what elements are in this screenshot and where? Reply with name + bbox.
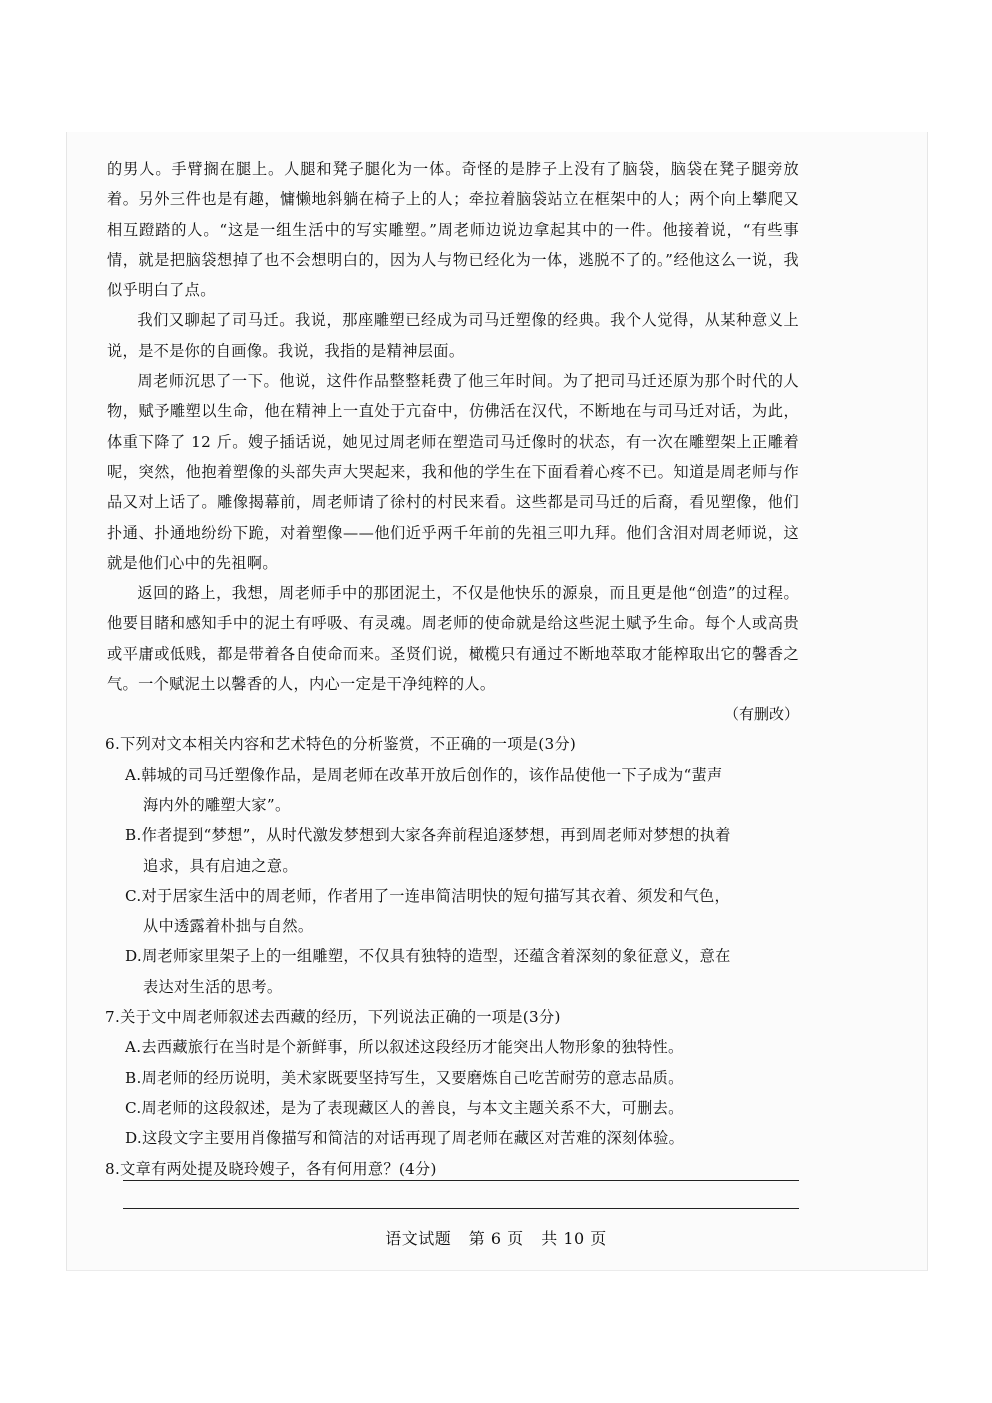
option-line: D.周老师家里架子上的一组雕塑，不仅具有独特的造型，还蕴含着深刻的象征意义，意在 — [125, 947, 731, 966]
question-7-option-b: B.周老师的经历说明，美术家既要坚持写生，又要磨炼自己吃苦耐劳的意志品质。 — [125, 1068, 684, 1087]
question-7-option-a: A.去西藏旅行在当时是个新鲜事，所以叙述这段经历才能突出人物形象的独特性。 — [125, 1038, 684, 1057]
question-6-stem: 6.下列对文本相关内容和艺术特色的分析鉴赏，不正确的一项是(3分) — [105, 735, 577, 754]
answer-line-1[interactable] — [123, 1180, 799, 1181]
footer-total-pages: 共 10 页 — [541, 1229, 607, 1248]
option-line: B.作者提到“梦想”，从时代激发梦想到大家各奔前程追逐梦想，再到周老师对梦想的执着 — [125, 826, 731, 845]
question-8-stem: 8.文章有两处提及晓玲嫂子，各有何用意？(4分) — [105, 1159, 437, 1178]
page-footer — [0, 1226, 992, 1249]
passage-paragraph-1: 的男人。手臂搁在腿上。人腿和凳子腿化为一体。奇怪的是脖子上没有了脑袋，脑袋在凳子腿旁放着。另外三件也是有趣，慵懒地斜躺在椅子上的人；牵拉着脑袋站立在框架中的人；两个向上攀爬又相互蹬踏的人。“这是一组生活中的写实雕塑。”周老师边说边拿起其中的一件。他接着说，“有些事情，就是把脑袋想掉了也不会想明白的，因为人与物已经化为一体，逃脱不了的。”经他这么一说，我似乎明白了点。 — [107, 160, 799, 300]
answer-line-2[interactable] — [123, 1208, 799, 1209]
question-7-stem: 7.关于文中周老师叙述去西藏的经历，下列说法正确的一项是(3分) — [105, 1008, 561, 1027]
footer-page-number: 第 6 页 — [468, 1229, 524, 1248]
question-7-option-d: D.这段文字主要用肖像描写和简洁的对话再现了周老师在藏区对苦难的深刻体验。 — [125, 1129, 685, 1148]
footer-subject: 语文试题 — [385, 1229, 452, 1248]
option-line: 表达对生活的思考。 — [143, 977, 283, 996]
question-6-option-a — [107, 760, 799, 821]
question-7-option-c: C.周老师的这段叙述，是为了表现藏区人的善良，与本文主题关系不大，可删去。 — [125, 1098, 684, 1117]
question-6-option-d — [107, 941, 799, 1002]
option-line: A.韩城的司马迁塑像作品，是周老师在改革开放后创作的，该作品使他一下子成为“蜚声 — [125, 765, 723, 784]
page-content — [107, 154, 799, 1184]
option-line: C.对于居家生活中的周老师，作者用了一连串简洁明快的短句描写其衣着、须发和气色， — [125, 886, 731, 905]
passage-paragraph-2: 我们又聊起了司马迁。我说，那座雕塑已经成为司马迁塑像的经典。我个人觉得，从某种意义上说，是不是你的自画像。我说，我指的是精神层面。 — [107, 311, 799, 360]
question-6-option-b — [107, 820, 799, 881]
option-line: 从中透露着朴拙与自然。 — [143, 917, 314, 936]
passage-paragraph-4: 返回的路上，我想，周老师手中的那团泥土，不仅是他快乐的源泉，而且更是他“创造”的过程。他要目睹和感知手中的泥土有呼吸、有灵魂。周老师的使命就是给这些泥土赋予生命。每个人或高贵或平庸或低贱，都是带着各自使命而来。圣贤们说，橄榄只有通过不断地萃取才能榨取出它的馨香之气。一个赋泥土以馨香的人，内心一定是干净纯粹的人。 — [107, 584, 799, 694]
question-6-option-c — [107, 881, 799, 942]
source-note: （有删改） — [723, 705, 799, 724]
option-line: 海内外的雕塑大家”。 — [143, 795, 291, 814]
option-line: 追求，具有启迪之意。 — [143, 856, 298, 875]
passage-paragraph-3: 周老师沉思了一下。他说，这件作品整整耗费了他三年时间。为了把司马迁还原为那个时代的人物，赋予雕塑以生命，他在精神上一直处于亢奋中，仿佛活在汉代，不断地在与司马迁对话，为此，体重下降了 12 斤。嫂子插话说，她见过周老师在塑造司马迁像时的状态，有一次在雕塑架上正雕着呢，突然，他抱着塑像的头部失声大哭起来，我和他的学生在下面看着心疼不已。知道是周老师与作品又对上话了。雕像揭幕前，周老师请了徐村的村民来看。这些都是司马迁的后裔，看见塑像，他们扑通、扑通地纷纷下跪，对着塑像——他们近乎两千年前的先祖三叩九拜。他们含泪对周老师说，这就是他们心中的先祖啊。 — [107, 372, 799, 572]
